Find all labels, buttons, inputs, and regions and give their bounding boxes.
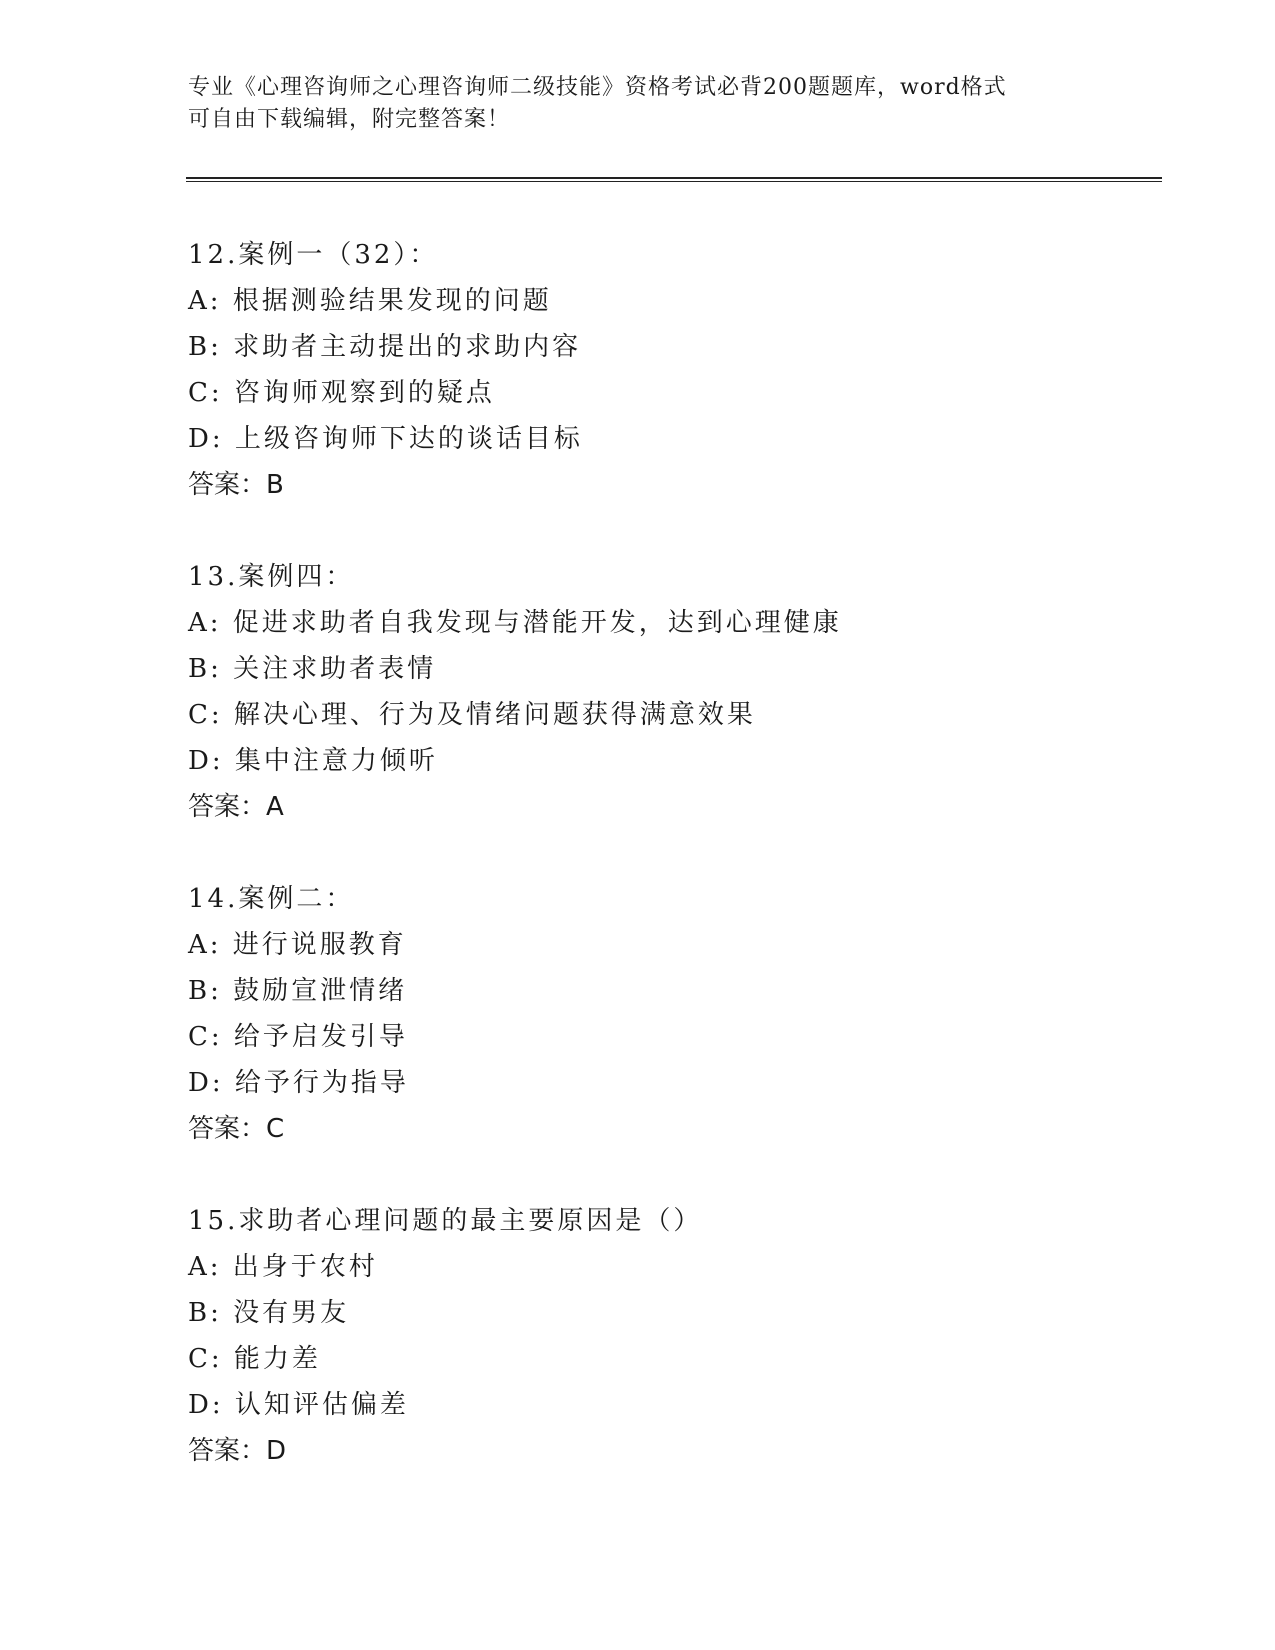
document-header — [188, 72, 1108, 136]
option-d: D: 集中注意力倾听 — [188, 746, 438, 776]
option-a: A: 根据测验结果发现的问题 — [188, 286, 552, 316]
option-c: C: 解决心理、行为及情绪问题获得满意效果 — [188, 700, 756, 730]
option-c: C: 能力差 — [188, 1344, 321, 1374]
question-15 — [188, 1198, 1188, 1474]
question-12 — [188, 232, 1188, 508]
answer-text: 答案：C — [188, 1114, 285, 1144]
answer-text: 答案：A — [188, 792, 284, 822]
answer-text: 答案：B — [188, 470, 284, 500]
question-14 — [188, 876, 1188, 1152]
header-title-line-2: 可自由下载编辑，附完整答案！ — [188, 107, 511, 132]
question-stem: 14.案例二： — [188, 884, 355, 914]
question-list — [188, 232, 1188, 1520]
question-stem: 15.求助者心理问题的最主要原因是（） — [188, 1206, 703, 1236]
option-a: A: 出身于农村 — [188, 1252, 378, 1282]
option-d: D: 给予行为指导 — [188, 1068, 409, 1098]
option-d: D: 上级咨询师下达的谈话目标 — [188, 424, 583, 454]
option-d: D: 认知评估偏差 — [188, 1390, 409, 1420]
header-title-line-1: 专业《心理咨询师之心理咨询师二级技能》资格考试必背200题题库，word格式 — [188, 75, 1007, 100]
option-b: B: 没有男友 — [188, 1298, 350, 1328]
option-b: B: 求助者主动提出的求助内容 — [188, 332, 582, 362]
option-a: A: 促进求助者自我发现与潜能开发，达到心理健康 — [188, 608, 842, 638]
option-b: B: 关注求助者表情 — [188, 654, 437, 684]
option-a: A: 进行说服教育 — [188, 930, 407, 960]
option-c: C: 给予启发引导 — [188, 1022, 408, 1052]
answer-text: 答案：D — [188, 1436, 287, 1466]
question-stem: 12.案例一（32）： — [188, 240, 439, 270]
option-b: B: 鼓励宣泄情绪 — [188, 976, 408, 1006]
question-stem: 13.案例四： — [188, 562, 355, 592]
header-divider — [186, 177, 1162, 182]
option-c: C: 咨询师观察到的疑点 — [188, 378, 495, 408]
question-13 — [188, 554, 1188, 830]
